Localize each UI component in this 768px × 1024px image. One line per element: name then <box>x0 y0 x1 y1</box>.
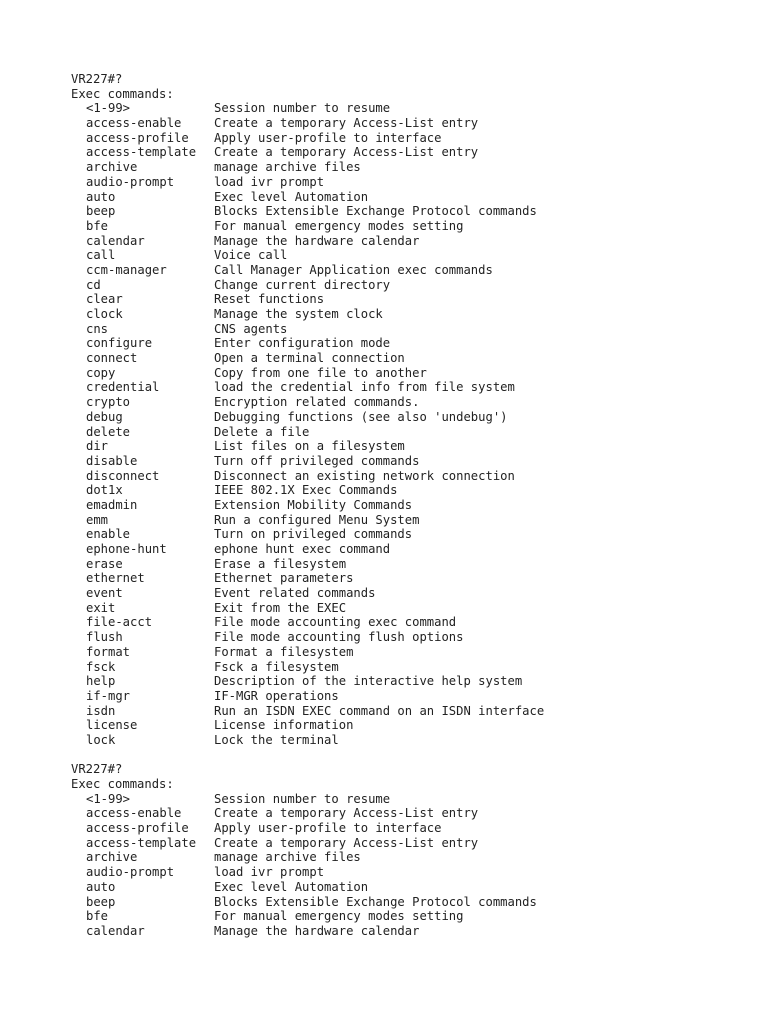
command-name: credential <box>86 380 160 395</box>
command-row <box>71 674 751 689</box>
command-description: Turn off privileged commands <box>214 453 420 468</box>
command-description: load ivr prompt <box>214 865 325 880</box>
command-name: audio-prompt <box>86 865 175 880</box>
command-description: Lock the terminal <box>214 732 339 747</box>
command-name: cns <box>86 321 109 336</box>
command-description: Apply user-profile to interface <box>214 130 442 145</box>
command-row <box>71 557 751 572</box>
command-name: dir <box>86 439 109 454</box>
command-description: Change current directory <box>214 277 391 292</box>
command-name: crypto <box>86 395 131 410</box>
command-row <box>71 806 751 821</box>
command-description: load ivr prompt <box>214 174 325 189</box>
command-name: license <box>86 718 138 733</box>
terminal-output <box>71 72 751 939</box>
command-row <box>71 248 751 263</box>
command-row <box>71 307 751 322</box>
command-name: calendar <box>86 923 145 938</box>
command-name: file-acct <box>86 615 153 630</box>
command-description: manage archive files <box>214 850 361 865</box>
cli-prompt: VR227#? <box>71 72 123 86</box>
command-row <box>71 439 751 454</box>
command-row <box>71 865 751 880</box>
command-row <box>71 527 751 542</box>
command-description: File mode accounting exec command <box>214 615 457 630</box>
command-description: Blocks Extensible Exchange Protocol commands <box>214 894 537 909</box>
cli-prompt: VR227#? <box>71 762 123 777</box>
command-description: Disconnect an existing network connection <box>214 468 515 483</box>
command-description: File mode accounting flush options <box>214 630 464 645</box>
command-name: emadmin <box>86 497 138 512</box>
command-description: Description of the interactive help system <box>214 674 523 689</box>
command-row <box>71 850 751 865</box>
command-description: Event related commands <box>214 586 376 601</box>
command-description: Session number to resume <box>214 101 391 116</box>
command-name: beep <box>86 894 116 909</box>
command-name: exit <box>86 600 116 615</box>
command-name: call <box>86 248 116 263</box>
command-description: Turn on privileged commands <box>214 527 413 542</box>
command-description: Create a temporary Access-List entry <box>214 145 479 160</box>
command-row <box>71 660 751 675</box>
command-row <box>71 395 751 410</box>
command-name: delete <box>86 424 131 439</box>
command-description: Create a temporary Access-List entry <box>214 835 479 850</box>
command-row <box>71 292 751 307</box>
command-row <box>71 366 751 381</box>
command-name: auto <box>86 189 116 204</box>
command-name: <1-99> <box>86 101 131 116</box>
command-row <box>71 909 751 924</box>
command-row <box>71 234 751 249</box>
command-row <box>71 351 751 366</box>
command-name: fsck <box>86 659 116 674</box>
command-name: connect <box>86 351 138 366</box>
command-row <box>71 469 751 484</box>
command-row <box>71 601 751 616</box>
command-name: archive <box>86 850 138 865</box>
command-description: List files on a filesystem <box>214 439 405 454</box>
command-name: clock <box>86 307 123 321</box>
command-row <box>71 792 751 807</box>
command-row <box>71 425 751 440</box>
command-name: access-enable <box>86 116 182 131</box>
command-row <box>71 718 751 733</box>
command-row <box>71 160 751 175</box>
command-name: audio-prompt <box>86 174 175 189</box>
command-row <box>71 278 751 293</box>
command-description: Create a temporary Access-List entry <box>214 806 479 821</box>
command-row <box>71 821 751 836</box>
command-description: Encryption related commands. <box>214 395 420 410</box>
command-name: format <box>86 644 131 659</box>
command-row <box>71 498 751 513</box>
command-name: erase <box>86 556 123 571</box>
command-row <box>71 131 751 146</box>
command-name: dot1x <box>86 483 123 498</box>
command-row <box>71 175 751 190</box>
command-description: Delete a file <box>214 424 310 439</box>
command-row <box>71 689 751 704</box>
section-header: Exec commands: <box>71 777 174 791</box>
command-name: disconnect <box>86 468 160 483</box>
command-name: access-template <box>86 835 197 850</box>
command-name: clear <box>86 292 123 307</box>
command-description: Fsck a filesystem <box>214 659 339 674</box>
command-block <box>71 762 751 938</box>
command-row <box>71 571 751 586</box>
command-row <box>71 586 751 601</box>
command-name: calendar <box>86 233 145 248</box>
command-row <box>71 924 751 939</box>
command-description: manage archive files <box>214 160 361 175</box>
command-description: Enter configuration mode <box>214 336 391 351</box>
section-header: Exec commands: <box>71 86 174 101</box>
command-description: Erase a filesystem <box>214 556 347 571</box>
command-name: ethernet <box>86 571 145 586</box>
command-description: Manage the hardware calendar <box>214 923 420 938</box>
command-name: lock <box>86 732 116 747</box>
command-name: <1-99> <box>86 791 131 806</box>
command-row <box>71 322 751 337</box>
command-description: Apply user-profile to interface <box>214 821 442 836</box>
command-row <box>71 263 751 278</box>
command-description: Debugging functions (see also 'undebug') <box>214 409 508 424</box>
command-name: access-profile <box>86 130 189 145</box>
command-row <box>71 630 751 645</box>
command-name: access-template <box>86 145 197 160</box>
command-name: cd <box>86 277 101 292</box>
command-description: Run an ISDN EXEC command on an ISDN interface <box>214 703 545 718</box>
command-name: access-enable <box>86 806 182 821</box>
command-description: IF-MGR operations <box>214 688 339 703</box>
command-row <box>71 116 751 131</box>
command-name: auto <box>86 879 116 894</box>
command-name: help <box>86 674 116 689</box>
command-row <box>71 733 751 748</box>
command-row <box>71 190 751 205</box>
command-block <box>71 72 751 748</box>
command-description: Reset functions <box>214 292 325 307</box>
command-name: configure <box>86 336 153 351</box>
command-row <box>71 101 751 116</box>
command-description: Manage the hardware calendar <box>214 233 420 248</box>
command-row <box>71 542 751 557</box>
command-description: Exit from the EXEC <box>214 600 347 615</box>
command-description: License information <box>214 718 354 733</box>
command-description: Create a temporary Access-List entry <box>214 116 479 131</box>
command-description: Run a configured Menu System <box>214 512 420 527</box>
command-description: Copy from one file to another <box>214 365 427 380</box>
command-name: emm <box>86 512 109 527</box>
command-name: debug <box>86 409 123 424</box>
command-name: flush <box>86 630 123 645</box>
command-name: beep <box>86 204 116 219</box>
command-description: Exec level Automation <box>214 189 369 204</box>
command-row <box>71 880 751 895</box>
command-description: IEEE 802.1X Exec Commands <box>214 483 398 498</box>
command-row <box>71 410 751 425</box>
command-row <box>71 645 751 660</box>
command-row <box>71 483 751 498</box>
command-name: isdn <box>86 703 116 718</box>
command-description: ephone hunt exec command <box>214 542 391 556</box>
command-description: For manual emergency modes setting <box>214 218 464 233</box>
command-description: Blocks Extensible Exchange Protocol commands <box>214 204 537 219</box>
command-name: bfe <box>86 909 109 924</box>
command-description: Ethernet parameters <box>214 571 354 586</box>
command-description: load the credential info from file system <box>214 380 515 395</box>
command-name: copy <box>86 365 116 380</box>
command-name: access-profile <box>86 821 189 836</box>
command-description: Open a terminal connection <box>214 351 405 366</box>
command-row <box>71 704 751 719</box>
command-name: disable <box>86 453 138 468</box>
command-description: CNS agents <box>214 321 288 336</box>
command-description: Call Manager Application exec commands <box>214 262 493 277</box>
command-row <box>71 513 751 528</box>
command-description: Manage the system clock <box>214 307 383 321</box>
command-name: if-mgr <box>86 688 131 703</box>
command-row <box>71 615 751 630</box>
command-name: event <box>86 586 123 601</box>
command-name: archive <box>86 160 138 175</box>
command-row <box>71 145 751 160</box>
command-description: Voice call <box>214 248 288 263</box>
command-description: Session number to resume <box>214 791 391 806</box>
command-description: Exec level Automation <box>214 879 369 894</box>
command-row <box>71 454 751 469</box>
command-name: ccm-manager <box>86 262 167 277</box>
command-row <box>71 836 751 851</box>
command-description: Extension Mobility Commands <box>214 497 413 512</box>
command-description: Format a filesystem <box>214 644 354 659</box>
command-description: For manual emergency modes setting <box>214 909 464 924</box>
command-name: bfe <box>86 218 109 233</box>
command-row <box>71 895 751 910</box>
command-name: ephone-hunt <box>86 542 167 556</box>
command-row <box>71 204 751 219</box>
command-row <box>71 380 751 395</box>
command-row <box>71 219 751 234</box>
command-name: enable <box>86 527 131 542</box>
command-row <box>71 336 751 351</box>
